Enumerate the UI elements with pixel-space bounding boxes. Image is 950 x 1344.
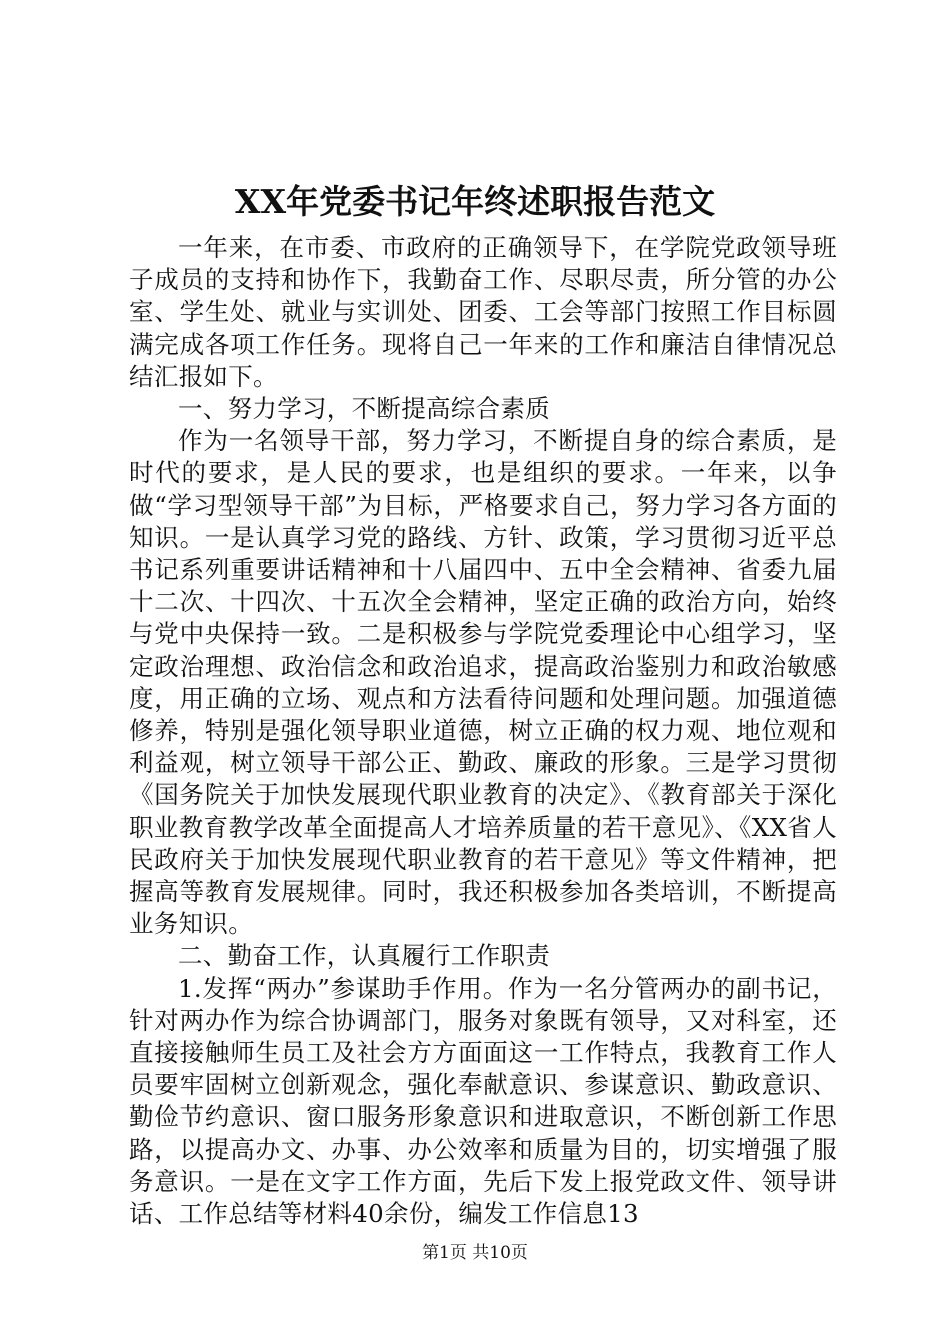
intro-paragraph: 一年来，在市委、市政府的正确领导下，在学院党政领导班子成员的支持和协作下，我勤奋工作、尽职尽责，所分管的办公室、学生处、就业与实训处、团委、工会等部门按照工作目标圆满完成各项工作任务。现将自己一年来的工作和廉洁自律情况总结汇报如下。 [129,233,837,391]
section-1-paragraph: 作为一名领导干部，努力学习，不断提自身的综合素质，是时代的要求，是人民的要求，也是组织的要求。一年来，以争做“学习型领导干部”为目标，严格要求自己，努力学习各方面的知识。一是认真学习党的路线、方针、政策，学习贯彻习近平总书记系列重要讲话精神和十八届四中、五中全会精神、省委九届十二次、十四次、十五次全会精神，坚定正确的政治方向，始终与党中央保持一致。二是积极参与学院党委理论中心组学习，坚定政治理想、政治信念和政治追求，提高政治鉴别力和政治敏感度，用正确的立场、观点和方法看待问题和处理问题。加强道德修养，特别是强化领导职业道德，树立正确的权力观、地位观和利益观，树立领导干部公正、勤政、廉政的形象。三是学习贯彻《国务院关于加快发展现代职业教育的决定》、《教育部关于深化职业教育教学改革全面提高人才培养质量的若干意见》、《XX省人民政府关于加快发展现代职业教育的若干意见》等文件精神，把握高等教育发展规律。同时，我还积极参加各类培训，不断提高业务知识。 [129,426,837,939]
section-2-paragraph: 1.发挥“两办”参谋助手作用。作为一名分管两办的副书记，针对两办作为综合协调部门，服务对象既有领导，又对科室，还直接接触师生员工及社会方方面面这一工作特点，我教育工作人员要牢固树立创新观念，强化奉献意识、参谋意识、勤政意识、勤俭节约意识、窗口服务形象意识和进取意识，不断创新工作思路，以提高办文、办事、办公效率和质量为目的，切实增强了服务意识。一是在文字工作方面，先后下发上报党政文件、领导讲话、工作总结等材料40余份，编发工作信息13 [129,973,837,1229]
document-title: XX年党委书记年终述职报告范文 [234,182,716,221]
section-heading-2: 二、勤奋工作，认真履行工作职责 [178,941,550,971]
section-heading-1: 一、努力学习，不断提高综合素质 [178,394,550,424]
document-body [129,232,837,1230]
page-number-footer: 第1页 共10页 [422,1243,528,1263]
